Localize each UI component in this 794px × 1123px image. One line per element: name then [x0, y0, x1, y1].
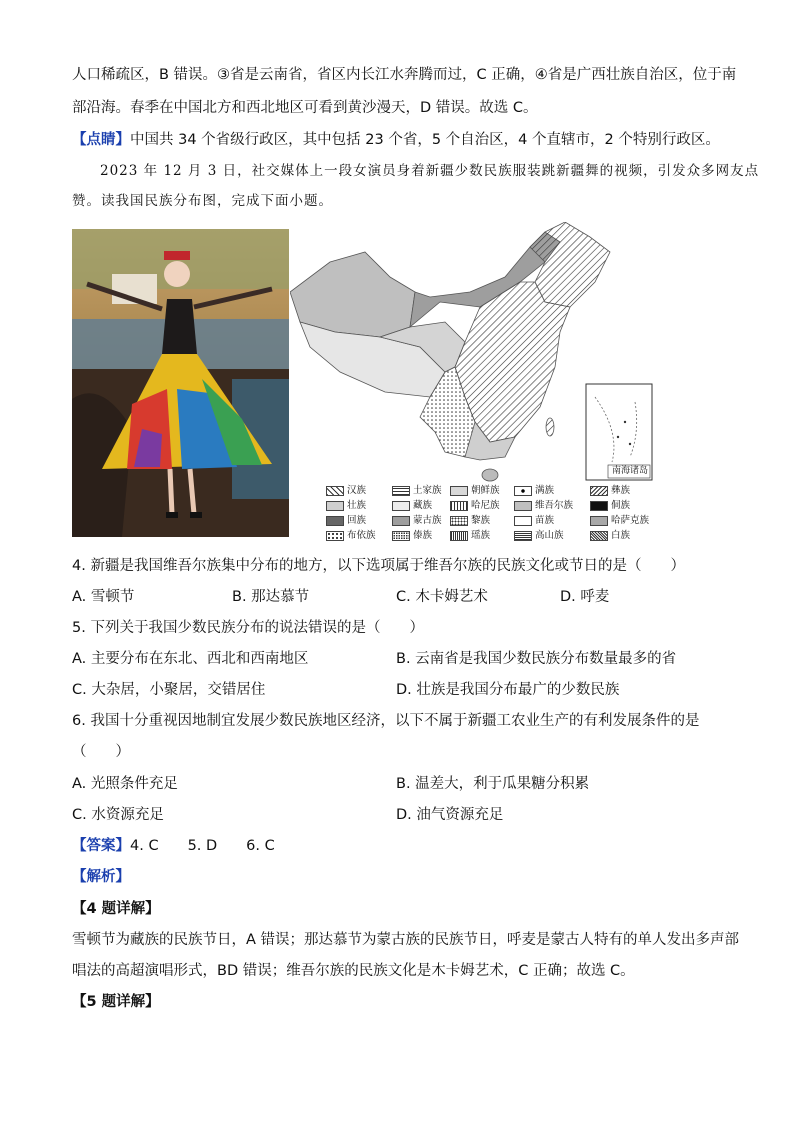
answer-label: 【答案】	[72, 838, 130, 854]
detail-4-line-2: 唱法的高超演唱形式，BD 错误；维吾尔族的民族文化是木卡姆艺术，C 正确；故选 C。	[72, 963, 635, 979]
legend-item-hani: 哈尼族	[450, 499, 500, 512]
q5-option-d: D. 壮族是我国分布最广的少数民族	[396, 682, 620, 698]
q6-option-c: C. 水资源充足	[72, 807, 164, 823]
legend-item-man: 满族	[514, 484, 554, 497]
legend-item-dai: 傣族	[392, 529, 432, 542]
note-text: 中国共 34 个省级行政区，其中包括 23 个省，5 个自治区，4 个直辖市，2 个特别行政区。	[130, 132, 720, 148]
legend-item-yi: 彝族	[590, 484, 630, 497]
legend-item-dong: 侗族	[590, 499, 630, 512]
legend-item-chaoxian: 朝鲜族	[450, 484, 500, 497]
question-6-stem: 6. 我国十分重视因地制宜发展少数民族地区经济，以下不属于新疆工农业生产的有利发展条件的是	[72, 713, 700, 729]
stem-line-2: 赞。读我国民族分布图，完成下面小题。	[72, 193, 333, 209]
q4-option-d: D. 呼麦	[560, 589, 610, 605]
legend-item-han: 汉族	[326, 484, 366, 497]
legend-item-hui: 回族	[326, 514, 366, 527]
legend-item-yao: 瑶族	[450, 529, 490, 542]
note-paragraph	[72, 129, 720, 151]
detail-4-label: 【4 题详解】	[72, 901, 160, 917]
question-4-stem: 4. 新疆是我国维吾尔族集中分布的地方，以下选项属于维吾尔族的民族文化或节日的是（ ）	[72, 558, 685, 574]
legend-item-uyghur: 维吾尔族	[514, 499, 573, 512]
question-6-stem-cont: （ ）	[72, 744, 130, 760]
note-label: 【点睛】	[72, 132, 130, 148]
q5-option-b: B. 云南省是我国少数民族分布数量最多的省	[396, 651, 677, 667]
q5-option-a: A. 主要分布在东北、西北和西南地区	[72, 651, 309, 667]
q5-option-c: C. 大杂居，小聚居，交错居住	[72, 682, 266, 698]
q6-option-a: A. 光照条件充足	[72, 776, 178, 792]
detail-4-line-1: 雪顿节为藏族的民族节日，A 错误；那达慕节为蒙古族的民族节日，呼麦是蒙古人特有的单人发出多声部	[72, 932, 740, 948]
answer-line	[72, 835, 275, 857]
legend-item-tujia: 土家族	[392, 484, 442, 497]
legend-item-buyi: 布依族	[326, 529, 376, 542]
inset-label: 南海诸岛	[612, 466, 649, 476]
q6-option-d: D. 油气资源充足	[396, 807, 504, 823]
dancer-photo-illustration	[72, 229, 289, 537]
intro-line-2: 部沿海。春季在中国北方和西北地区可看到黄沙漫天，D 错误。故选 C。	[72, 100, 538, 116]
map-legend	[326, 484, 666, 544]
q4-option-b: B. 那达慕节	[232, 589, 310, 605]
q6-option-b: B. 温差大，利于瓜果糖分积累	[396, 776, 590, 792]
detail-5-label: 【5 题详解】	[72, 994, 160, 1010]
legend-item-zang: 藏族	[392, 499, 432, 512]
answer-text: 4. C 5. D 6. C	[130, 838, 275, 854]
legend-item-bai: 白族	[590, 529, 630, 542]
q4-option-c: C. 木卡姆艺术	[396, 589, 488, 605]
q4-option-a: A. 雪顿节	[72, 589, 135, 605]
legend-item-gaoshan: 高山族	[514, 529, 564, 542]
legend-item-zhuang: 壮族	[326, 499, 366, 512]
legend-item-miao: 苗族	[514, 514, 554, 527]
intro-line-1: 人口稀疏区，B 错误。③省是云南省，省区内长江水奔腾而过，C 正确，④省是广西壮族自治区，位于南	[72, 67, 737, 83]
legend-item-mongol: 蒙古族	[392, 514, 442, 527]
legend-item-kazakh: 哈萨克族	[590, 514, 649, 527]
ethnic-distribution-map	[290, 222, 666, 484]
question-5-stem: 5. 下列关于我国少数民族分布的说法错误的是（ ）	[72, 620, 424, 636]
analysis-label: 【解析】	[72, 869, 130, 885]
china-map-shape	[290, 222, 666, 484]
legend-item-li: 黎族	[450, 514, 490, 527]
stem-line-1: 2023 年 12 月 3 日，社交媒体上一段女演员身着新疆少数民族服装跳新疆舞的视频，引发众多网友点	[100, 163, 760, 179]
dancer-photo	[72, 229, 289, 537]
